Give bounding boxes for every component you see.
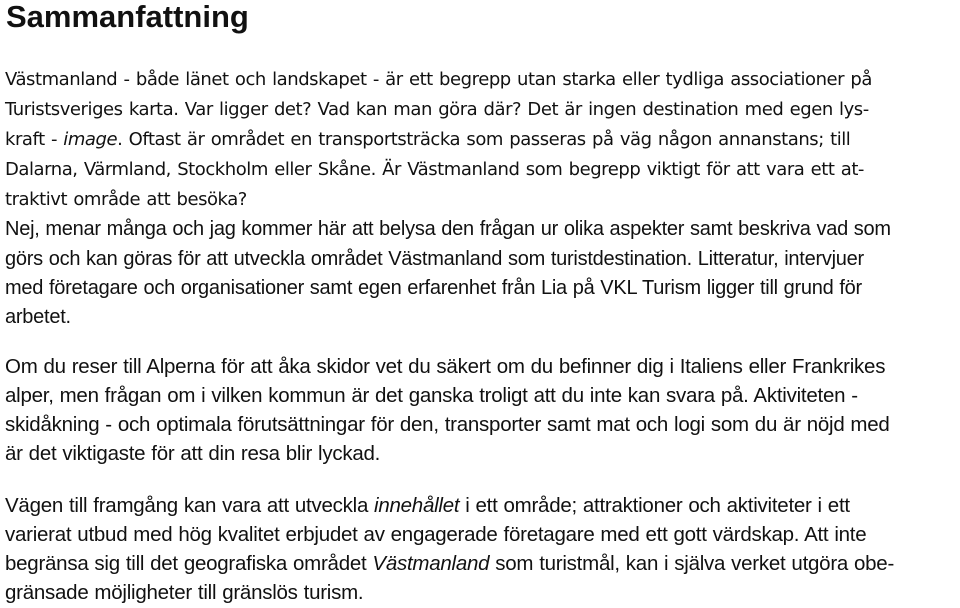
emphasis-vastmanland: Västmanland <box>372 552 490 575</box>
emphasis-innehallet: innehållet <box>374 494 460 517</box>
summary-line-1: Västmanland - både länet och landskapet - är ett begrepp utan starka eller tydliga associationer på <box>5 69 872 90</box>
intro-line-2b: görs och kan göras för att utveckla området Västmanland som turistdestination. Litteratur, intervjuer <box>5 248 864 270</box>
intro-line-1: Nej, menar många och jag kommer här att belysa den frågan ur olika aspekter samt beskriva vad som <box>5 218 891 240</box>
summary-line-3-end: . Oftast är området en transportsträcka som passeras på väg någon annanstans; till <box>117 129 851 150</box>
success-line-2: varierat utbud med hög kvalitet erbjudet av engagerade företagare med ett gott värdskap. Att inte <box>5 523 867 546</box>
summary-line-2: Turistsveriges karta. Var ligger det? Vad kan man göra där? Det är ingen destination med egen lys- <box>5 99 869 120</box>
success-line-3 <box>5 549 894 579</box>
alps-line-1: Om du reser till Alperna för att åka skidor vet du säkert om du befinner dig i Italiens eller Frankrikes <box>5 355 886 378</box>
summary-line-5: traktivt område att besöka? <box>5 189 247 210</box>
intro-line-4: arbetet. <box>5 306 71 328</box>
alps-line-4: är det viktigaste för att din resa blir lyckad. <box>5 442 381 465</box>
success-line-1-end: i ett område; attraktioner och aktiviteter i ett <box>459 494 850 517</box>
alps-line-2: alper, men frågan om i vilken kommun är det ganska troligt att du inte kan svara på. Aktiviteten - <box>5 384 858 407</box>
success-line-3-start: begränsa sig till det geografiska området <box>5 552 373 575</box>
page-title: Sammanfattning <box>6 0 249 34</box>
success-line-1 <box>5 491 850 521</box>
summary-line-3 <box>5 125 850 155</box>
success-line-4: gränsade möjligheter till gränslös turism. <box>5 581 364 604</box>
success-line-1-start: Vägen till framgång kan vara att utveckla <box>5 494 375 517</box>
summary-line-3-start: kraft - <box>5 129 64 150</box>
emphasis-image: image <box>63 129 118 150</box>
intro-line-3: med företagare och organisationer samt egen erfarenhet från Lia på VKL Turism ligger till grund för <box>5 277 862 299</box>
success-line-3-end: som turistmål, kan i själva verket utgöra obe- <box>489 552 895 575</box>
summary-line-4: Dalarna, Värmland, Stockholm eller Skåne. Är Västmanland som begrepp viktigt för att vara ett at- <box>5 159 864 180</box>
alps-line-3: skidåkning - och optimala förutsättningar för den, transporter samt mat och logi som du är nöjd med <box>5 413 890 436</box>
